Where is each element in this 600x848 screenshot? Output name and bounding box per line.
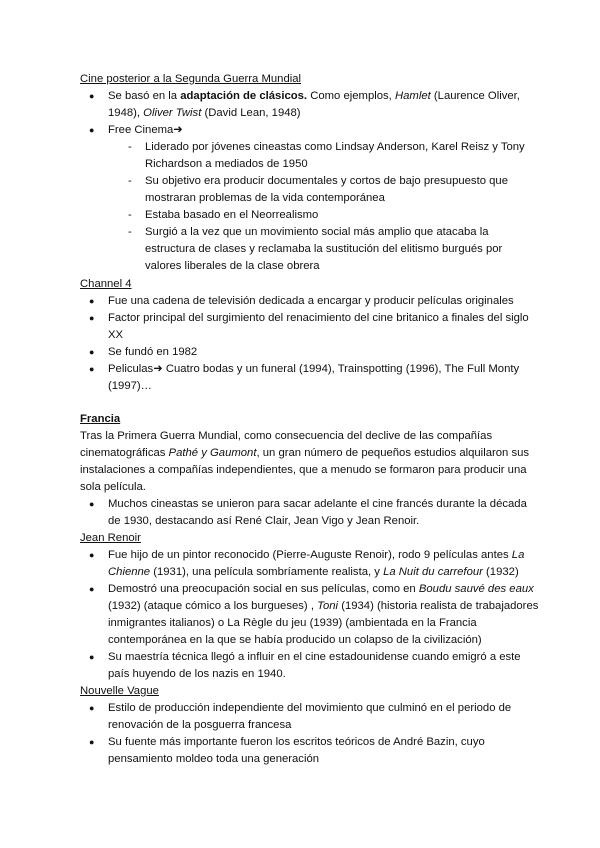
renoir-bullet2-line3: inmigrantes italianos) o La Règle du jeu (1939) (ambientada en la Francia [108,617,477,629]
postwar-dash1-line2: Richardson a mediados de 1950 [145,158,308,170]
heading-renoir: Jean Renoir [80,532,141,544]
postwar-bullet1-line2: 1948), Oliver Twist (David Lean, 1948) [108,107,301,119]
postwar-dash4-line2: estructura de clases y reclamaba la sustitución del elitismo burgués por [145,243,503,255]
francia-para-line3: instalaciones a compañías independientes, que a menudo se formaron para producir una [80,464,527,476]
renoir-bullet1-line1: Fue hijo de un pintor reconocido (Pierre-Auguste Renoir), rodo 9 películas antes La [108,549,525,561]
bullet-icon: ● [89,499,95,509]
dash-icon: - [128,141,132,153]
francia-para-line2: cinematográficas Pathé y Gaumont, un gran número de pequeños estudios alquilaron sus [80,447,530,459]
channel4-bullet2-line1: Factor principal del surgimiento del renacimiento del cine britanico a finales del siglo [108,312,529,324]
postwar-dash3-line1: Estaba basado en el Neorrealismo [145,209,319,221]
channel4-bullet4-line2: (1997)… [108,380,152,392]
arrow-icon: ➜ [173,124,183,136]
bullet-icon: ● [89,364,95,374]
nouvelle-bullet2-line1: Su fuente más importante fueron los escritos teóricos de André Bazin, cuyo [108,736,485,748]
heading-channel4: Channel 4 [80,278,132,290]
postwar-dash2-line1: Su objetivo era producir documentales y cortos de bajo presupuesto que [145,175,508,187]
arrow-icon: ➜ [153,363,163,375]
channel4-bullet4-line1: Peliculas➜ Cuatro bodas y un funeral (1994), Trainspotting (1996), The Full Monty [108,363,520,375]
channel4-bullet2-line2: XX [108,329,124,341]
renoir-bullet3-line2: país huyendo de los nazis en 1940. [108,668,286,680]
channel4-bullet3: Se fundó en 1982 [108,346,198,358]
postwar-bullet2: Free Cinema➜ [108,124,183,136]
renoir-bullet2-line2: (1932) (ataque cómico a los burgueses) , Toni (1934) (historia realista de trabajadores [108,600,539,612]
renoir-bullet3-line1: Su maestría técnica llegó a influir en el cine estadounidense cuando emigró a este [108,651,521,663]
renoir-bullet2-line1: Demostró una preocupación social en sus películas, como en Boudu sauvé des eaux [108,583,534,595]
francia-para-line1: Tras la Primera Guerra Mundial, como consecuencia del declive de las compañías [80,430,493,442]
francia-bullet1-line1: Muchos cineastas se unieron para sacar adelante el cine francés durante la década [108,498,527,510]
dash-icon: - [128,226,132,238]
bullet-icon: ● [89,550,95,560]
bullet-icon: ● [89,347,95,357]
heading-nouvelle-vague: Nouvelle Vague [80,685,159,697]
bullet-icon: ● [89,652,95,662]
dash-icon: - [128,175,132,187]
francia-para-line4: sola película. [80,481,146,493]
nouvelle-bullet1-line2: renovación de la posguerra francesa [108,719,292,731]
bullet-icon: ● [89,703,95,713]
bullet-icon: ● [89,296,95,306]
postwar-dash1-line1: Liderado por jóvenes cineastas como Lindsay Anderson, Karel Reisz y Tony [145,141,525,153]
dash-icon: - [128,209,132,221]
heading-postwar: Cine posterior a la Segunda Guerra Mundial [80,73,302,85]
bullet-icon: ● [89,584,95,594]
bullet-icon: ● [89,313,95,323]
channel4-bullet1: Fue una cadena de televisión dedicada a encargar y producir películas originales [108,295,514,307]
nouvelle-bullet2-line2: pensamiento moldeo toda una generación [108,753,320,765]
bullet-icon: ● [89,91,95,101]
francia-bullet1-line2: de 1930, destacando así René Clair, Jean Vigo y Jean Renoir. [108,515,420,527]
bullet-icon: ● [89,737,95,747]
nouvelle-bullet1-line1: Estilo de producción independiente del movimiento que culminó en el periodo de [108,702,512,714]
postwar-bullet1-line1: Se basó en la adaptación de clásicos. Como ejemplos, Hamlet (Laurence Oliver, [108,90,520,102]
renoir-bullet2-line4: contemporánea en la que se había producido un colapso de la civilización) [108,634,482,646]
postwar-dash4-line1: Surgió a la vez que un movimiento social más amplio que atacaba la [145,226,489,238]
heading-francia: Francia [80,413,121,425]
renoir-bullet1-line2: Chienne (1931), una película sombríamente realista, y La Nuit du carrefour (1932) [108,566,519,578]
postwar-dash4-line3: valores liberales de la clase obrera [145,260,320,272]
bullet-icon: ● [89,125,95,135]
postwar-dash2-line2: mostraran problemas de la vida contemporánea [145,192,385,204]
